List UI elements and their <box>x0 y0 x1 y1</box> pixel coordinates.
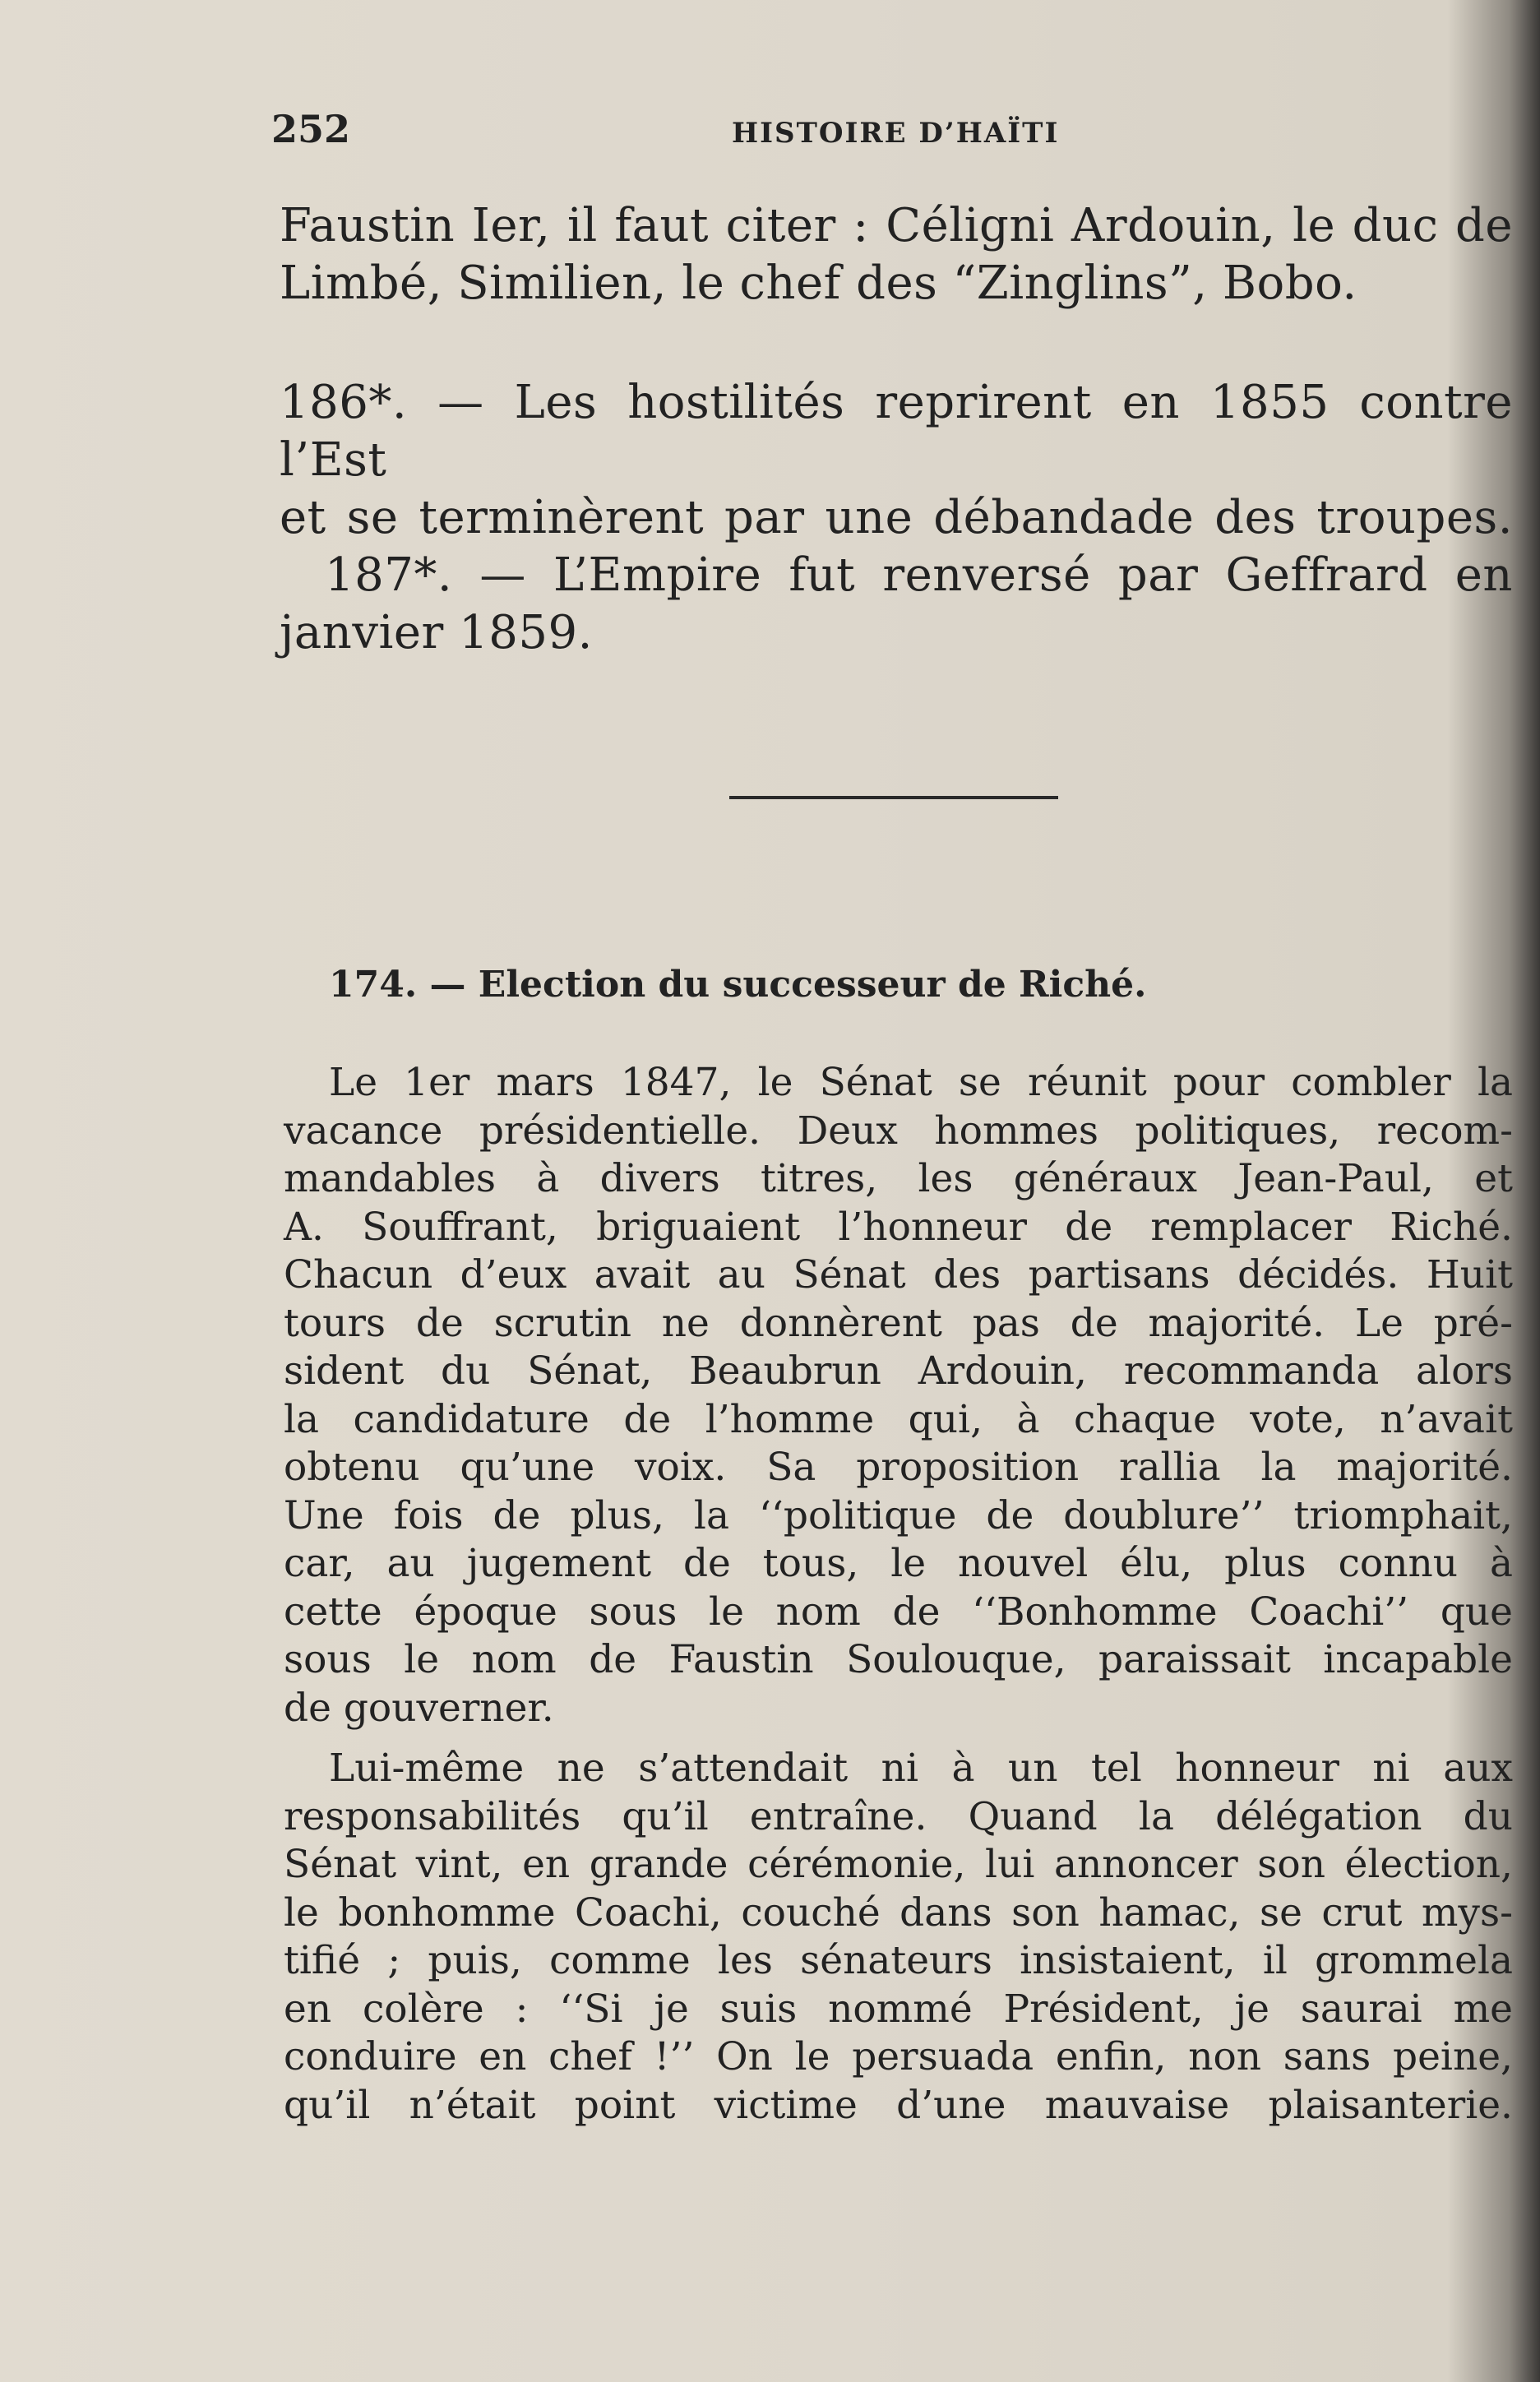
text-line: car, au jugement de tous, le nouvel élu, plus connu à <box>284 1541 1513 1586</box>
text-line: vacance présidentielle. Deux hommes politiques, recom- <box>284 1108 1513 1154</box>
text-line: responsabilités qu’il entraîne. Quand la délégation du <box>284 1793 1513 1839</box>
text-line: 186*. — Les hostilités reprirent en 1855 contre l’Est <box>280 376 1513 487</box>
text-line: janvier 1859. <box>280 606 593 659</box>
text-line: en colère : ‘‘Si je suis nommé Président, je saurai me <box>284 1986 1513 2032</box>
text-line: tifié ; puis, comme les sénateurs insistaient, il grommela <box>284 1938 1513 1983</box>
text-line: qu’il n’était point victime d’une mauvaise plaisanterie. <box>284 2082 1513 2128</box>
text-line: Faustin Ier, il faut citer : Céligni Ardouin, le duc de <box>280 199 1513 252</box>
page-number: 252 <box>271 107 351 151</box>
text-line: cette époque sous le nom de ‘‘Bonhomme Coachi’’ que <box>284 1589 1513 1635</box>
running-title: HISTOIRE D’HAÏTI <box>732 117 1060 150</box>
text-line: Sénat vint, en grande cérémonie, lui annoncer son élection, <box>284 1842 1513 1887</box>
text-line: 187*. — L’Empire fut renversé par Geffrard en <box>325 548 1513 602</box>
text-line: Lui-même ne s’attendait ni à un tel honneur ni aux <box>329 1746 1513 1791</box>
text-line: mandables à divers titres, les généraux Jean-Paul, et <box>284 1156 1513 1201</box>
summary-item-186 <box>280 374 1513 547</box>
text-line: A. Souffrant, briguaient l’honneur de remplacer Riché. <box>284 1204 1513 1250</box>
text-line: Une fois de plus, la ‘‘politique de doublure’’ triomphait, <box>284 1492 1513 1538</box>
running-head <box>271 107 1505 156</box>
summary-item-187 <box>280 547 1513 662</box>
text-line: Chacun d’eux avait au Sénat des partisans décidés. Huit <box>284 1252 1513 1297</box>
text-line: sident du Sénat, Beaubrun Ardouin, recommanda alors <box>284 1348 1513 1394</box>
text-line: Limbé, Similien, le chef des “Zinglins”, Bobo. <box>280 257 1357 310</box>
summary-item-faustin <box>280 197 1513 312</box>
text-line: sous le nom de Faustin Soulouque, paraissait incapable <box>284 1637 1513 1682</box>
paragraph-coachi <box>284 1745 1513 2130</box>
text-line: le bonhomme Coachi, couché dans son hamac, se crut mys- <box>284 1889 1513 1936</box>
text-line: tours de scrutin ne donnèrent pas de majorité. Le pré- <box>284 1300 1513 1346</box>
text-line: de gouverner. <box>284 1685 554 1731</box>
section-divider <box>729 796 1058 799</box>
paragraph-election <box>284 1059 1513 1732</box>
text-line: Le 1er mars 1847, le Sénat se réunit pour combler la <box>329 1060 1513 1105</box>
text-line: obtenu qu’une voix. Sa proposition rallia la majorité. <box>284 1445 1513 1490</box>
text-line: et se terminèrent par une débandade des troupes. <box>280 491 1513 544</box>
text-line: la candidature de l’homme qui, à chaque vote, n’avait <box>284 1396 1513 1442</box>
section-heading: 174. — Election du successeur de Riché. <box>329 964 1147 1006</box>
text-line: conduire en chef !’’ On le persuada enfin, non sans peine, <box>284 2034 1513 2079</box>
